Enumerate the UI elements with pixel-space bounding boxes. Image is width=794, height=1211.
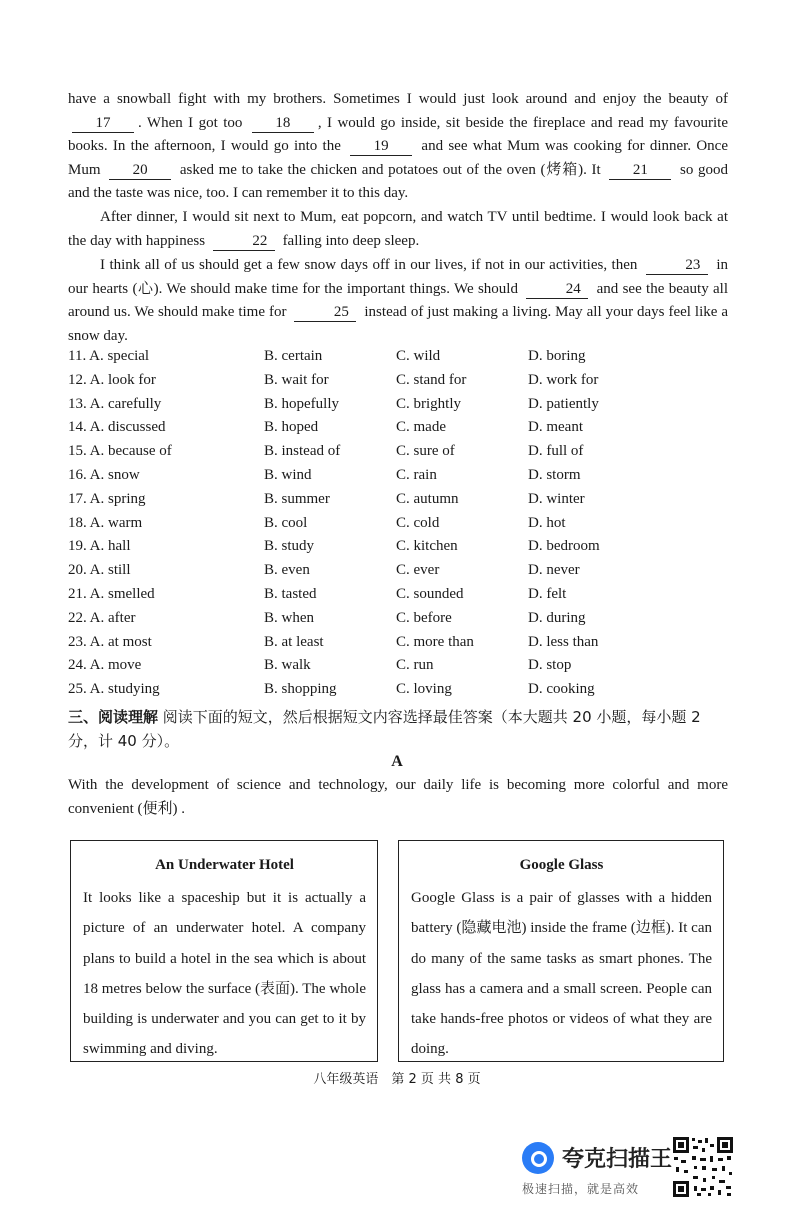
option-c: C. sounded xyxy=(396,585,464,602)
option-d: D. meant xyxy=(528,419,583,436)
option-c: C. brightly xyxy=(396,395,462,412)
option-b: B. hopefully xyxy=(264,395,339,412)
option-d: D. winter xyxy=(528,490,585,507)
option-d: D. less than xyxy=(528,633,599,650)
option-row xyxy=(68,348,728,372)
passage-text: After dinner, I would sit next to Mum, eat popcorn, and watch TV until bedtime. I would look back at the day with happiness xyxy=(68,209,728,249)
option-c: C. stand for xyxy=(396,371,467,388)
passage-paragraph-1 xyxy=(68,88,728,206)
option-d: D. cooking xyxy=(528,681,595,698)
box-title: An Underwater Hotel xyxy=(155,857,294,873)
blank-24: 24 xyxy=(526,280,588,299)
option-b: B. tasted xyxy=(264,585,317,602)
section-instruction: 阅读下面的短文，然后根据短文内容选择最佳答案（本大题共 20 小题，每小题 2 分，计 40 分）。 xyxy=(68,708,701,750)
passage-text: in our hearts (心). We should make time for the important things. We should xyxy=(68,257,729,297)
blank-21: 21 xyxy=(609,161,671,180)
option-d: D. during xyxy=(528,609,586,626)
option-d: D. felt xyxy=(528,585,567,602)
box-body: Google Glass is a pair of glasses with a hidden battery (隐藏电池) inside the frame (边框). It can do many of the same tasks as smart phones. The glass has a camera and a small screen. People can take hands-free photos or videos of what they are doing. xyxy=(411,890,712,1058)
section-3-heading xyxy=(68,705,728,753)
option-a: 12. A. look for xyxy=(68,371,156,388)
blank-17: 17 xyxy=(72,114,134,133)
option-d: D. bedroom xyxy=(528,538,600,555)
option-d: D. full of xyxy=(528,443,584,460)
option-row xyxy=(68,538,728,562)
option-b: B. when xyxy=(264,609,314,626)
blank-19: 19 xyxy=(350,137,412,156)
qr-code-icon xyxy=(672,1136,734,1198)
blank-20: 20 xyxy=(109,161,171,180)
option-c: C. ever xyxy=(396,562,440,579)
passage-text: falling into deep sleep. xyxy=(282,232,420,249)
underwater-hotel-box xyxy=(70,840,378,1062)
passage-text: have a snowball fight with my brothers. Sometimes I would just look around and enjoy the beauty of xyxy=(68,91,728,107)
option-b: B. wind xyxy=(264,466,312,483)
google-glass-box xyxy=(398,840,724,1062)
page-footer: 八年级英语 第 2 页 共 8 页 xyxy=(313,1072,481,1087)
option-c: C. cold xyxy=(396,514,440,531)
box-body: It looks like a spaceship but it is actually a picture of an underwater hotel. A company plans to build a hotel in the sea which is about 18 metres below the surface (表面). The whole building is underwater and you can get to it by swimming and diving. xyxy=(83,890,366,1058)
passage-a-intro: With the development of science and technology, our daily life is becoming more colorful and more convenient (便利) . xyxy=(68,777,728,817)
quark-logo-icon xyxy=(522,1142,554,1174)
option-d: D. storm xyxy=(528,466,581,483)
option-a: 21. A. smelled xyxy=(68,585,155,602)
blank-25: 25 xyxy=(294,303,356,322)
option-d: D. stop xyxy=(528,657,572,674)
option-a: 24. A. move xyxy=(68,657,142,674)
option-a: 23. A. at most xyxy=(68,633,152,650)
option-d: D. work for xyxy=(528,371,599,388)
passage-text: instead of just making a living. May all your days feel like a snow day. xyxy=(68,304,729,344)
option-row xyxy=(68,396,728,420)
option-a: 22. A. after xyxy=(68,609,136,626)
option-a: 11. A. special xyxy=(68,348,150,364)
blank-23: 23 xyxy=(646,256,708,275)
option-a: 20. A. still xyxy=(68,562,131,579)
option-b: B. hoped xyxy=(264,419,319,436)
option-b: B. cool xyxy=(264,514,308,531)
passage-text: . When I got too xyxy=(138,114,243,131)
option-b: B. summer xyxy=(264,490,330,507)
option-c: C. sure of xyxy=(396,443,455,460)
option-a: 17. A. spring xyxy=(68,490,146,507)
option-a: 25. A. studying xyxy=(68,681,160,698)
option-row xyxy=(68,610,728,634)
brand-name: 夸克扫描王 xyxy=(562,1147,673,1172)
option-b: B. at least xyxy=(264,633,324,650)
option-d: D. hot xyxy=(528,514,566,531)
passage-text: asked me to take the chicken and potatoes out of the oven (烤箱). It xyxy=(179,161,601,178)
option-d: D. boring xyxy=(528,348,586,364)
option-c: C. autumn xyxy=(396,490,459,507)
option-a: 14. A. discussed xyxy=(68,419,166,436)
option-row xyxy=(68,657,728,681)
section-title: 三、阅读理解 xyxy=(68,708,159,726)
option-a: 19. A. hall xyxy=(68,538,131,555)
option-row xyxy=(68,372,728,396)
passage-paragraph-3 xyxy=(68,254,728,348)
box-title: Google Glass xyxy=(519,857,604,873)
option-row xyxy=(68,491,728,515)
passage-text: I think all of us should get a few snow days off in our lives, if not in our activities, then xyxy=(100,257,638,273)
option-c: C. more than xyxy=(396,633,474,650)
option-b: B. wait for xyxy=(264,371,329,388)
passage-text: and see the beauty all around us. We should make time for xyxy=(68,280,729,320)
option-b: B. study xyxy=(264,538,315,555)
blank-22: 22 xyxy=(213,232,275,251)
option-c: C. rain xyxy=(396,466,437,483)
scanner-watermark xyxy=(522,1138,672,1198)
option-c: C. made xyxy=(396,419,446,436)
option-d: D. patiently xyxy=(528,395,599,412)
option-row xyxy=(68,634,728,658)
option-b: B. shopping xyxy=(264,681,337,698)
passage-text: , I would go inside, sit beside the fireplace and read my favourite books. In the afternoon, I would go into the xyxy=(68,114,729,154)
option-row xyxy=(68,681,728,705)
blank-18: 18 xyxy=(252,114,314,133)
brand-slogan: 极速扫描，就是高效 xyxy=(522,1182,640,1196)
passage-text: so good and the taste was nice, too. I can remember it to this day. xyxy=(68,161,729,201)
option-row xyxy=(68,467,728,491)
option-c: C. kitchen xyxy=(396,538,458,555)
option-b: B. instead of xyxy=(264,443,341,460)
option-b: B. certain xyxy=(264,348,323,364)
answer-options-list xyxy=(68,348,728,705)
option-c: C. loving xyxy=(396,681,452,698)
option-c: C. before xyxy=(396,609,452,626)
option-a: 18. A. warm xyxy=(68,514,143,531)
option-c: C. wild xyxy=(396,348,441,364)
option-a: 13. A. carefully xyxy=(68,395,162,412)
option-row xyxy=(68,419,728,443)
option-row xyxy=(68,443,728,467)
option-a: 15. A. because of xyxy=(68,443,172,460)
option-d: D. never xyxy=(528,562,580,579)
passage-paragraph-2 xyxy=(68,206,728,253)
option-b: B. walk xyxy=(264,657,311,674)
passage-text: and see what Mum was cooking for dinner. Once Mum xyxy=(68,138,728,178)
option-row xyxy=(68,586,728,610)
option-b: B. even xyxy=(264,562,310,579)
option-c: C. run xyxy=(396,657,434,674)
option-row xyxy=(68,515,728,539)
passage-letter: A xyxy=(391,753,403,770)
option-a: 16. A. snow xyxy=(68,466,140,483)
option-row xyxy=(68,562,728,586)
